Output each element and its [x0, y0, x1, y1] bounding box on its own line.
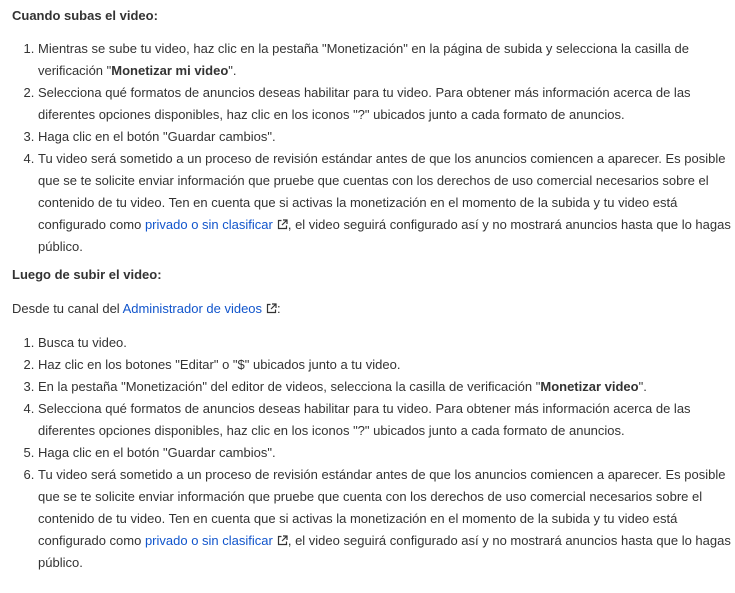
list-item: 1. Busca tu video. — [38, 332, 735, 354]
external-link-icon — [277, 535, 288, 546]
list-item: 3. Haga clic en el botón "Guardar cambios". — [38, 126, 735, 148]
list-item: 2. Haz clic en los botones "Editar" o "$" ubicados junto a tu video. — [38, 354, 735, 376]
video-manager-link[interactable]: Administrador de videos — [123, 301, 277, 316]
list-item: 5. Haga clic en el botón "Guardar cambios". — [38, 442, 735, 464]
external-link-icon — [277, 219, 288, 230]
external-link-icon — [266, 303, 277, 314]
list-item: 4. Tu video será sometido a un proceso de revisión estándar antes de que los anuncios comiencen a aparecer. Es posible que se te solicite enviar información que pruebe que cuentas con los derechos de uso comercial necesarios sobre el contenido de tu video. Ten en cuenta que si activas la monetización en el momento de la subida y tu video está configurado como privado o sin clasificar , el video seguirá configurado así y no mostrará anuncios hasta que lo hagas público. — [38, 148, 735, 258]
list-item: 3. En la pestaña "Monetización" del editor de videos, selecciona la casilla de verificación "Monetizar video". — [38, 376, 735, 398]
list-item: 4. Selecciona qué formatos de anuncios deseas habilitar para tu video. Para obtener más información acerca de las diferentes opciones disponibles, haz clic en los iconos "?" ubicados junto a cada formato de anuncios. — [38, 398, 735, 442]
checkbox-name: Monetizar mi video — [111, 63, 229, 78]
checkbox-name: Monetizar video — [540, 379, 639, 394]
intro-paragraph: Desde tu canal del Administrador de videos : — [12, 301, 281, 316]
section-heading-after-upload: Luego de subir el video: — [12, 267, 162, 282]
list-item: 2. Selecciona qué formatos de anuncios deseas habilitar para tu video. Para obtener más información acerca de las diferentes opciones disponibles, haz clic en los iconos "?" ubicados junto a cada formato de anuncios. — [38, 82, 735, 126]
private-unlisted-link[interactable]: privado o sin clasificar — [145, 217, 288, 232]
upload-steps-list — [12, 38, 735, 258]
list-item: 1. Mientras se sube tu video, haz clic en la pestaña "Monetización" en la página de subida y selecciona la casilla de verificación "Monetizar mi video". — [38, 38, 735, 82]
private-unlisted-link[interactable]: privado o sin clasificar — [145, 533, 288, 548]
section-heading-upload: Cuando subas el video: — [12, 8, 158, 23]
list-item: 6. Tu video será sometido a un proceso de revisión estándar antes de que los anuncios comiencen a aparecer. Es posible que se te solicite enviar información que pruebe que cuenta con los derechos de uso comercial necesarios sobre el contenido de tu video. Ten en cuenta que si activas la monetización en el momento de la subida y tu video está configurado como privado o sin clasificar , el video seguirá configurado así y no mostrará anuncios hasta que lo hagas público. — [38, 464, 735, 574]
after-upload-steps-list — [12, 332, 735, 574]
